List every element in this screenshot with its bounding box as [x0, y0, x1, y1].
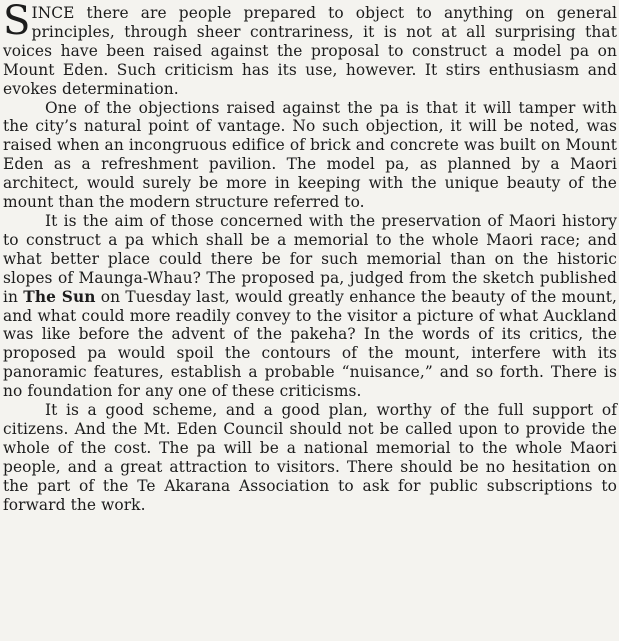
paragraph-3-text-before: It is the aim of those concerned with the preservation of Maori history to construct a pa which shall be a memorial to the whole Maori race; and what better place could there be for such memorial than on the historic slopes of Maunga-Whau? The proposed pa, judged from the sketch published in [3, 211, 617, 306]
drop-cap-letter: S [3, 0, 31, 44]
paragraph-1 [3, 0, 617, 99]
paragraph-2-text: One of the objections raised against the pa is that it will tamper with the city’s natural point of vantage. No such objection, it will be noted, was raised when an incongruous edifice of brick and concrete was built on Mount Eden as a refreshment pavilion. The model pa, as planned by a Maori architect, would surely be more in keeping with the unique beauty of the mount than the modern structure referred to. [3, 98, 617, 212]
paragraph-3-text-after: on Tuesday last, would greatly enhance the beauty of the mount, and what could more readily convey to the visitor a picture of what Auckland was like before the advent of the pakeha? In the words of its critics, the proposed pa would spoil the contours of the mount, interfere with its panoramic features, establish a probable “nuisance,” and so forth. There is no foundation for any one of these criticisms. [3, 287, 617, 401]
paragraph-1-text: there are people prepared to object to anything on general principles, through sheer contrariness, it is not at all surprising that voices have been raised against the proposal to construct a model pa on Mount Eden. Such criticism has its use, however. It stirs enthusiasm and evokes determination. [3, 4, 617, 98]
paragraph-3 [3, 212, 617, 401]
newspaper-name: The Sun [23, 287, 96, 306]
paragraph-2 [3, 99, 617, 212]
paragraph-4 [3, 401, 617, 514]
first-word-rest: INCE [31, 4, 75, 22]
paragraph-4-text: It is a good scheme, and a good plan, worthy of the full support of citizens. And the Mt. Eden Council should not be called upon to provide the whole of the cost. The pa will be a national memorial to the whole Maori people, and a great attraction to visitors. There should be no hesitation on the part of the Te Akarana Association to ask for public subscriptions to forward the work. [3, 401, 617, 514]
